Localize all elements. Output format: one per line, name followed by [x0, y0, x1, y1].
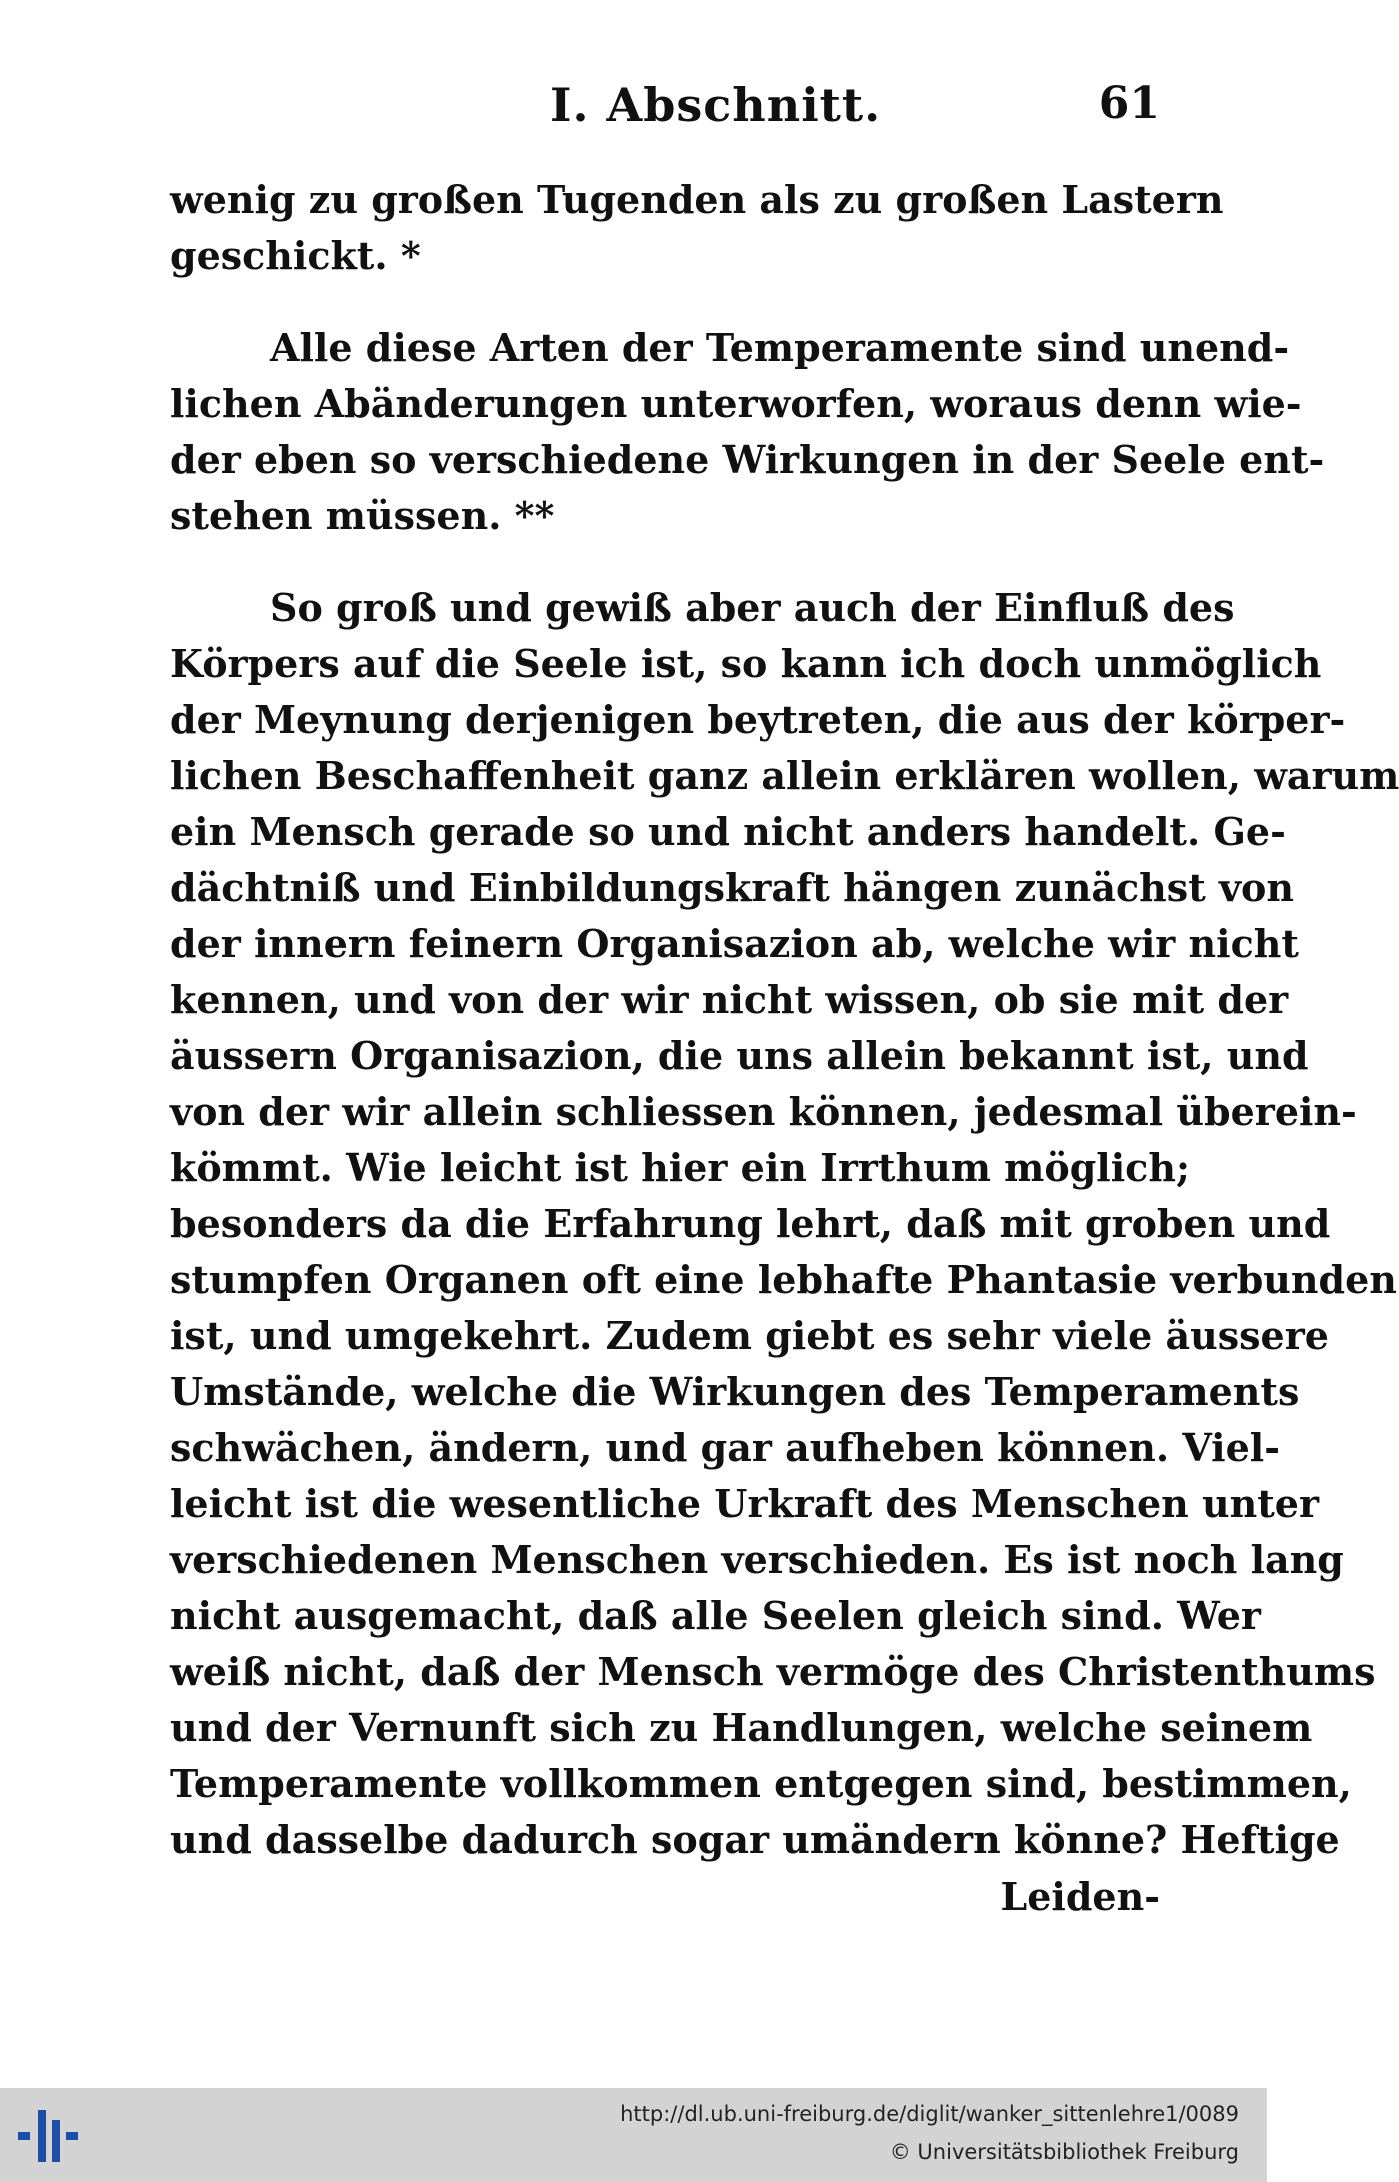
body-text [170, 172, 1399, 1868]
text-line: ein Mensch gerade so und nicht anders handelt. Ge- [170, 809, 1286, 854]
text-line: Körpers auf die Seele ist, so kann ich doch unmöglich [170, 641, 1322, 686]
text-line: leicht ist die wesentliche Urkraft des Menschen unter [170, 1481, 1319, 1526]
text-line: der innern feinern Organisazion ab, welche wir nicht [170, 921, 1299, 966]
running-head [170, 78, 1160, 138]
text-line: und der Vernunft sich zu Handlungen, welche seinem [170, 1705, 1313, 1750]
section-title: I. Abschnitt. [550, 78, 882, 132]
text-line: dächtniß und Einbildungskraft hängen zunächst von [170, 865, 1295, 910]
text-line: kömmt. Wie leicht ist hier ein Irrthum möglich; [170, 1145, 1190, 1190]
text-line: ist, und umgekehrt. Zudem giebt es sehr viele äussere [170, 1313, 1329, 1358]
text-line: stehen müssen. ** [170, 493, 555, 538]
text-line: und dasselbe dadurch sogar umändern könne? Heftige [170, 1817, 1340, 1862]
viewer-footer [0, 2088, 1267, 2182]
text-line: kennen, und von der wir nicht wissen, ob sie mit der [170, 977, 1289, 1022]
permalink-url[interactable]: http://dl.ub.uni-freiburg.de/diglit/wanker_sittenlehre1/0089 [620, 2102, 1239, 2126]
text-line: nicht ausgemacht, daß alle Seelen gleich sind. Wer [170, 1593, 1261, 1638]
text-line: schwächen, ändern, und gar aufheben können. Viel- [170, 1425, 1280, 1470]
text-line: geschickt. * [170, 233, 421, 278]
text-line: der eben so verschiedene Wirkungen in der Seele ent- [170, 437, 1325, 482]
text-line: der Meynung derjenigen beytreten, die aus der körper- [170, 697, 1346, 742]
text-line: von der wir allein schliessen können, jedesmal überein- [170, 1089, 1357, 1134]
text-line: Temperamente vollkommen entgegen sind, bestimmen, [170, 1761, 1352, 1806]
catchword: Leiden- [1000, 1874, 1160, 1919]
text-line: So groß und gewiß aber auch der Einfluß des [270, 585, 1235, 630]
copyright-notice: © Universitätsbibliothek Freiburg [889, 2140, 1239, 2164]
text-line: wenig zu großen Tugenden als zu großen Lastern [170, 177, 1224, 222]
text-line: besonders da die Erfahrung lehrt, daß mit groben und [170, 1201, 1331, 1246]
text-line: weiß nicht, daß der Mensch vermöge des Christenthums [170, 1649, 1376, 1694]
text-line: lichen Abänderungen unterworfen, woraus denn wie- [170, 381, 1302, 426]
ub-freiburg-logo-icon [18, 2106, 78, 2166]
page-number: 61 [1098, 78, 1160, 129]
text-line: stumpfen Organen oft eine lebhafte Phantasie verbunden [170, 1257, 1397, 1302]
text-line: Umstände, welche die Wirkungen des Temperaments [170, 1369, 1300, 1414]
text-line: Alle diese Arten der Temperamente sind unend- [270, 325, 1290, 370]
text-line: verschiedenen Menschen verschieden. Es ist noch lang [170, 1537, 1344, 1582]
text-line: äussern Organisazion, die uns allein bekannt ist, und [170, 1033, 1309, 1078]
text-line: lichen Beschaffenheit ganz allein erklären wollen, warum [170, 753, 1399, 798]
